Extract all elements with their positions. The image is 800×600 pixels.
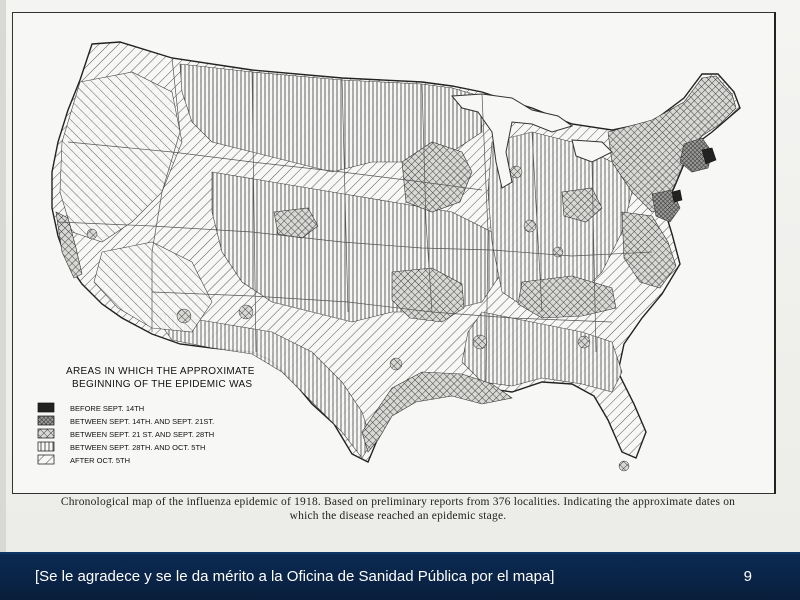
- legend: [38, 366, 255, 465]
- scan-edge: [0, 0, 6, 552]
- legend-label-sept14-21: BETWEEN SEPT. 14TH. AND SEPT. 21ST.: [70, 417, 215, 426]
- legend-swatch-after-oct5: [38, 455, 54, 464]
- legend-swatch-sept14-21: [38, 416, 54, 425]
- region-before-sept14-east: [672, 190, 682, 202]
- legend-label-sept21-28: BETWEEN SEPT. 21 ST. AND SEPT. 28TH: [70, 430, 215, 439]
- legend-swatch-sept28-oct5: [38, 442, 54, 451]
- legend-swatch-before-sept14: [38, 403, 54, 412]
- legend-title-line1: AREAS IN WHICH THE APPROXIMATE: [66, 366, 255, 377]
- credit-text: [Se le agradece y se le da mérito a la Oficina de Sanidad Pública por el mapa]: [35, 568, 555, 585]
- legend-label-after-oct5: AFTER OCT. 5TH: [70, 456, 131, 465]
- scan-side-bleed: [782, 0, 798, 550]
- legend-label-sept28-oct5: BETWEEN SEPT. 28TH. AND OCT. 5TH: [70, 443, 206, 452]
- footer-bar: [0, 552, 800, 600]
- legend-label-before-sept14: BEFORE SEPT. 14TH: [70, 404, 145, 413]
- legend-title-line2: BEGINNING OF THE EPIDEMIC WAS: [72, 379, 253, 390]
- us-influenza-map: [12, 12, 776, 494]
- map-caption: [8, 495, 788, 523]
- caption-line-2: which the disease reached an epidemic stage.: [289, 510, 507, 522]
- caption-line-1: Chronological map of the influenza epidemic of 1918. Based on preliminary reports from 376 localities. Indicating the approximate dates on: [60, 496, 736, 508]
- legend-swatch-sept21-28: [38, 429, 54, 438]
- page-number: 9: [743, 568, 752, 585]
